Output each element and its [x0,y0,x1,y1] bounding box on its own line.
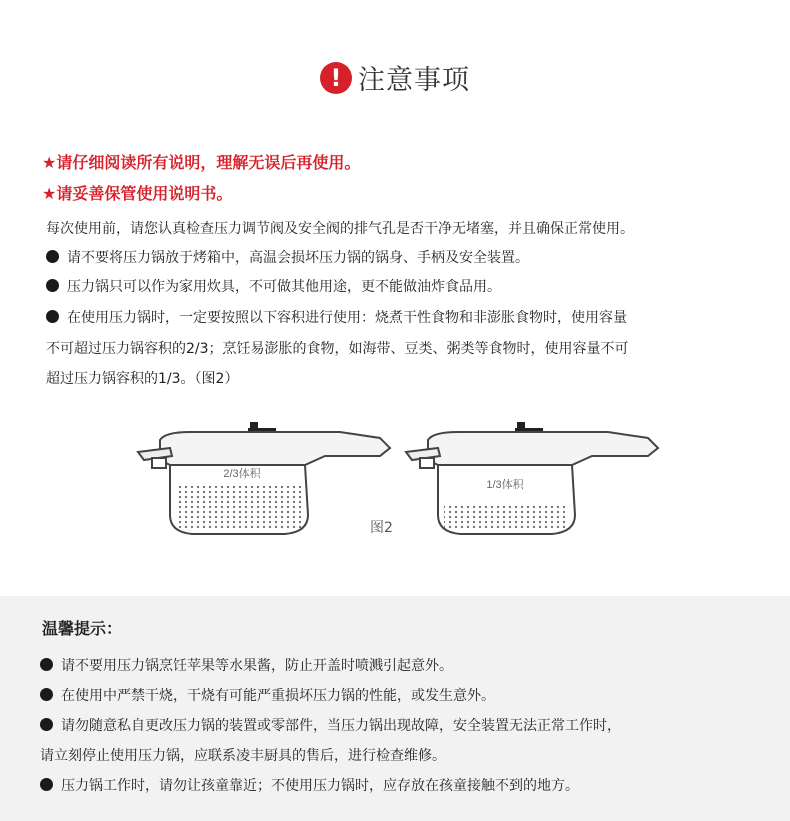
bullet-continuation: 不可超过压力锅容积的2/3；烹饪易澎胀的食物，如海带、豆类、粥类等食物时，使用容量不可 [46,341,629,357]
tip-item [40,685,495,705]
page-title: 注意事项 [358,65,470,96]
tip-continuation: 请立刻停止使用压力锅，应联系凌丰厨具的售后，进行检查维修。 [40,748,446,764]
intro-text: 每次使用前，请您认真检查压力调节阀及安全阀的排气孔是否干净无堵塞，并且确保正常使用。 [46,221,634,237]
page-header [0,58,790,97]
tip-item [40,655,453,675]
tip-text: 在使用中严禁干烧，干烧有可能严重损坏压力锅的性能，或发生意外。 [61,688,495,704]
bullet-icon [40,718,53,731]
bullet-icon [46,279,59,292]
cooker-two-thirds-icon [138,422,390,534]
bullet-icon [40,778,53,791]
bullet-icon [40,688,53,701]
bullet-text: 压力锅只可以作为家用炊具，不可做其他用途，更不能做油炸食品用。 [67,279,501,295]
tip-item [40,775,579,795]
bullet-item [46,276,501,296]
bullet-item [46,247,529,267]
exclamation-icon: ! [320,62,352,94]
bullet-icon [46,250,59,263]
figure-caption: 图2 [370,520,393,536]
cooker-one-third-icon [406,422,658,534]
bullet-icon [40,658,53,671]
bullet-text: 请不要将压力锅放于烤箱中，高温会损坏压力锅的锅身、手柄及安全装置。 [67,250,529,266]
notice-read-instructions: ★请仔细阅读所有说明，理解无误后再使用。 [42,153,361,172]
bullet-item [46,307,627,327]
tip-text: 请不要用压力锅烹饪苹果等水果酱，防止开盖时喷溅引起意外。 [61,658,453,674]
notice-keep-manual: ★请妥善保管使用说明书。 [42,184,233,203]
tips-title: 温馨提示： [42,619,123,638]
pressure-cooker-figure [130,420,670,545]
tip-text: 请勿随意私自更改压力锅的装置或零部件，当压力锅出现故障，安全装置无法正常工作时， [61,718,621,734]
bullet-continuation: 超过压力锅容积的1/3。（图2） [46,371,239,387]
bullet-text: 在使用压力锅时，一定要按照以下容积进行使用：烧煮干性食物和非澎胀食物时，使用容量 [67,310,627,326]
tip-item [40,715,621,735]
tips-section [0,596,790,821]
bullet-icon [46,310,59,323]
right-volume-label: 1/3体积 [486,479,524,491]
left-volume-label: 2/3体积 [223,468,261,480]
tip-text: 压力锅工作时，请勿让孩童靠近；不使用压力锅时，应存放在孩童接触不到的地方。 [61,778,579,794]
